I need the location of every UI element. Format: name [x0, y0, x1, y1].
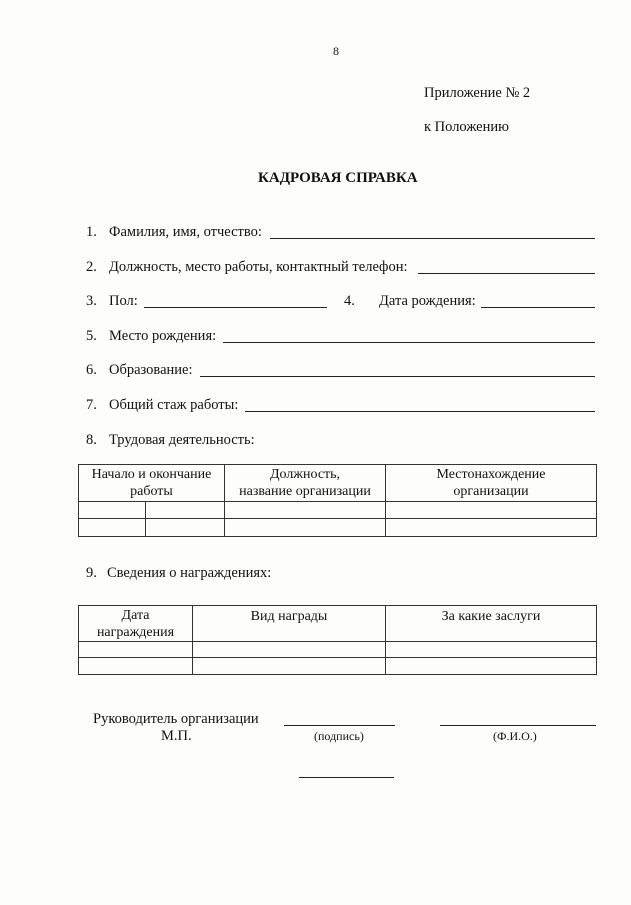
field-label-position: Должность, место работы, контактный телефон: — [109, 259, 408, 275]
table-header-row — [79, 606, 597, 642]
stamp-placeholder: М.П. — [161, 728, 192, 744]
full-name-caption: (Ф.И.О.) — [493, 729, 537, 743]
table-row — [79, 519, 597, 537]
table-cell[interactable] — [79, 519, 146, 537]
table-cell[interactable] — [146, 502, 225, 519]
position-org-header: Должность, название организации — [225, 465, 386, 502]
field-label-birth-date: Дата рождения: — [379, 293, 476, 309]
field-label-gender: Пол: — [109, 293, 138, 309]
table-row — [79, 642, 597, 658]
table-cell[interactable] — [79, 642, 193, 658]
table-cell[interactable] — [225, 502, 386, 519]
appendix-number: Приложение № 2 — [424, 85, 531, 101]
table-cell[interactable] — [193, 642, 386, 658]
field-label-education: Образование: — [109, 362, 193, 378]
signature-caption: (подпись) — [314, 729, 364, 743]
award-type-header: Вид награды — [193, 606, 386, 642]
table-cell[interactable] — [386, 519, 597, 537]
location-header: Местонахождение организации — [386, 465, 597, 502]
position-line[interactable] — [418, 273, 595, 274]
table-cell[interactable] — [386, 502, 597, 519]
document-title: КАДРОВАЯ СПРАВКА — [258, 170, 418, 186]
education-line[interactable] — [200, 376, 595, 377]
award-date-header: Дата награждения — [79, 606, 193, 642]
signature-line[interactable] — [284, 725, 395, 726]
gender-line[interactable] — [144, 307, 327, 308]
table-cell[interactable] — [193, 658, 386, 675]
table-cell[interactable] — [386, 642, 597, 658]
table-cell[interactable] — [79, 658, 193, 675]
field-number-4: 4. — [344, 293, 355, 309]
table-cell[interactable] — [225, 519, 386, 537]
table-row — [79, 658, 597, 675]
work-history-table — [78, 464, 597, 537]
table-cell[interactable] — [79, 502, 146, 519]
table-cell[interactable] — [146, 519, 225, 537]
birth-place-line[interactable] — [223, 342, 595, 343]
date-line[interactable] — [299, 777, 394, 778]
field-label-work-history: Трудовая деятельность: — [109, 432, 255, 448]
work-period-header: Начало и окончание работы — [79, 465, 225, 502]
field-number-7: 7. — [86, 397, 97, 413]
field-number-2: 2. — [86, 259, 97, 275]
full-name-signature-line[interactable] — [440, 725, 596, 726]
field-label-work-experience: Общий стаж работы: — [109, 397, 239, 413]
field-number-3: 3. — [86, 293, 97, 309]
field-label-birth-place: Место рождения: — [109, 328, 217, 344]
field-number-6: 6. — [86, 362, 97, 378]
head-of-organization-label: Руководитель организации — [93, 711, 259, 727]
page-number: 8 — [333, 44, 339, 58]
field-number-1: 1. — [86, 224, 97, 240]
award-reason-header: За какие заслуги — [386, 606, 597, 642]
full-name-line[interactable] — [270, 238, 595, 239]
field-number-9: 9. — [86, 565, 97, 581]
field-label-awards: Сведения о награждениях: — [107, 565, 272, 581]
birth-date-line[interactable] — [481, 307, 595, 308]
awards-table — [78, 605, 597, 675]
table-row — [79, 502, 597, 519]
work-experience-line[interactable] — [245, 411, 595, 412]
appendix-reference: к Положению — [424, 119, 509, 135]
field-number-5: 5. — [86, 328, 97, 344]
field-label-full-name: Фамилия, имя, отчество: — [109, 224, 262, 240]
table-cell[interactable] — [386, 658, 597, 675]
table-header-row — [79, 465, 597, 502]
field-number-8: 8. — [86, 432, 97, 448]
